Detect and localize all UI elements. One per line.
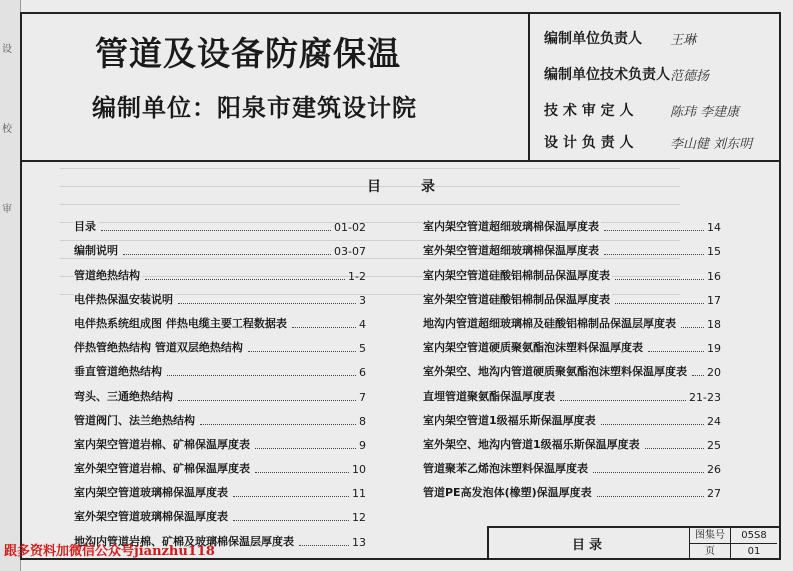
dot-leader (233, 496, 349, 497)
toc-left-column (74, 210, 366, 549)
toc-entry-page: 11 (352, 487, 366, 501)
dot-leader (145, 279, 345, 280)
page-title: 管道及设备防腐保温 (95, 34, 401, 73)
dot-leader (233, 520, 349, 521)
dot-leader (178, 400, 356, 401)
toc-entry-title: 直埋管道聚氨酯保温厚度表 (423, 389, 555, 403)
toc-right-column (423, 210, 721, 500)
toc-entry[interactable] (74, 258, 366, 282)
dot-leader (560, 400, 686, 401)
toc-entry-page: 9 (359, 438, 366, 452)
toc-entry-page: 3 (359, 293, 366, 307)
dot-leader (615, 303, 704, 304)
dot-leader (593, 472, 704, 473)
toc-entry-page: 01-02 (334, 221, 366, 235)
toc-entry-title: 室外架空、地沟内管道1级福乐斯保温厚度表 (423, 437, 640, 451)
toc-entry-title: 室外架空管道超细玻璃棉保温厚度表 (423, 244, 599, 258)
dot-leader (292, 327, 356, 328)
toc-entry-page: 12 (352, 511, 366, 525)
toc-entry-page: 21-23 (689, 390, 721, 404)
toc-entry[interactable] (74, 307, 366, 331)
toc-entry-title: 编制说明 (74, 244, 118, 258)
toc-entry-page: 17 (707, 293, 721, 307)
margin-mark: 设 (2, 44, 12, 55)
toc-entry-page: 18 (707, 317, 721, 331)
toc-entry[interactable] (74, 355, 366, 379)
toc-entry-page: 7 (359, 390, 366, 404)
toc-entry-page: 14 (707, 221, 721, 235)
dot-leader (248, 351, 356, 352)
toc-entry[interactable] (74, 404, 366, 428)
signature-role: 技 术 审 定 人 (544, 103, 634, 119)
dot-leader (255, 448, 356, 449)
page-number: 01 (747, 546, 761, 557)
toc-entry-page: 26 (707, 463, 721, 477)
dot-leader (597, 496, 704, 497)
toc-entry[interactable] (74, 476, 366, 500)
toc-entry-title: 电伴热系统组成图 伴热电缆主要工程数据表 (74, 316, 287, 330)
dot-leader (615, 279, 704, 280)
toc-entry-title: 室内架空管道硬质聚氨酯泡沫塑料保温厚度表 (423, 341, 643, 355)
toc-entry-title: 室内架空管道超细玻璃棉保温厚度表 (423, 220, 599, 234)
toc-entry[interactable] (74, 428, 366, 452)
toc-entry[interactable] (74, 379, 366, 403)
toc-entry[interactable] (423, 379, 721, 403)
organization-line: 编制单位：阳泉市建筑设计院 (92, 94, 417, 122)
toc-entry-page: 6 (359, 366, 366, 380)
toc-entry-page: 8 (359, 414, 366, 428)
toc-entry-page: 27 (707, 487, 721, 501)
toc-entry-page: 24 (707, 414, 721, 428)
toc-entry-title: 地沟内管道岩棉、矿棉及玻璃棉保温层厚度表 (74, 534, 294, 548)
toc-entry-title: 管道聚苯乙烯泡沫塑料保温厚度表 (423, 462, 588, 476)
toc-entry-title: 室内架空管道岩棉、矿棉保温厚度表 (74, 437, 250, 451)
toc-entry-page: 15 (707, 245, 721, 259)
toc-entry-title: 室内架空管道硅酸铝棉制品保温厚度表 (423, 268, 610, 282)
toc-entry-title: 管道绝热结构 (74, 268, 140, 282)
dot-leader (645, 448, 704, 449)
toc-entry-title: 室内架空管道1级福乐斯保温厚度表 (423, 413, 596, 427)
dot-leader (692, 375, 704, 376)
toc-entry[interactable] (74, 283, 366, 307)
dot-leader (101, 230, 331, 231)
toc-entry[interactable] (423, 476, 721, 500)
toc-entry-page: 1-2 (348, 269, 366, 283)
signature-row (530, 20, 782, 56)
toc-entry-title: 管道阀门、法兰绝热结构 (74, 413, 195, 427)
dot-leader (299, 545, 349, 546)
toc-entry-title: 室外架空、地沟内管道硬质聚氨酯泡沫塑料保温厚度表 (423, 365, 687, 379)
toc-entry[interactable] (74, 452, 366, 476)
handwritten-signature: 李山健 刘东明 (670, 137, 753, 152)
dot-leader (648, 351, 704, 352)
dot-leader (681, 327, 704, 328)
toc-entry-page: 4 (359, 317, 366, 331)
toc-entry[interactable] (74, 234, 366, 258)
toc-entry[interactable] (423, 234, 721, 258)
toc-entry-page: 10 (352, 463, 366, 477)
toc-heading: 目录 (367, 179, 475, 195)
page-label: 页 (690, 544, 731, 559)
margin-mark: 校 (2, 124, 12, 135)
signature-block (528, 14, 780, 160)
binding-margin (0, 0, 21, 571)
dot-leader (200, 424, 356, 425)
toc-entry-title: 地沟内管道超细玻璃棉及硅酸铝棉制品保温层厚度表 (423, 316, 676, 330)
toc-entry-page: 25 (707, 438, 721, 452)
toc-entry-title: 室外架空管道玻璃棉保温厚度表 (74, 510, 228, 524)
handwritten-signature: 王琳 (670, 33, 697, 48)
signature-role: 设 计 负 责 人 (544, 135, 634, 151)
toc-entry-page: 16 (707, 269, 721, 283)
dot-leader (604, 230, 704, 231)
dot-leader (601, 424, 704, 425)
signature-row (530, 92, 782, 128)
toc-entry-page: 19 (707, 342, 721, 356)
toc-entry[interactable] (423, 428, 721, 452)
toc-entry[interactable] (423, 210, 721, 234)
signature-role: 编制单位负责人 (544, 31, 642, 47)
title-block (487, 526, 779, 559)
toc-entry-title: 室内架空管道玻璃棉保温厚度表 (74, 486, 228, 500)
toc-entry[interactable] (423, 307, 721, 331)
dot-leader (167, 375, 356, 376)
toc-entry-title: 弯头、三通绝热结构 (74, 389, 173, 403)
toc-entry-page: 20 (707, 366, 721, 380)
toc-entry[interactable] (423, 404, 721, 428)
dot-leader (255, 472, 349, 473)
toc-entry[interactable] (74, 331, 366, 355)
margin-mark: 审 (2, 204, 12, 215)
toc-entry-title: 管道PE高发泡体(橡塑)保温厚度表 (423, 486, 592, 500)
toc-entry-page: 03-07 (334, 245, 366, 259)
toc-entry[interactable] (423, 355, 721, 379)
toc-entry-title: 目录 (74, 220, 96, 234)
toc-entry[interactable] (423, 258, 721, 282)
atlas-number-label: 图集号 (690, 528, 731, 544)
toc-entry[interactable] (74, 210, 366, 234)
signature-row (530, 56, 782, 92)
header-divider (22, 160, 779, 162)
toc-entry-page: 13 (352, 535, 366, 549)
dot-leader (178, 303, 356, 304)
toc-entry[interactable] (423, 452, 721, 476)
toc-entry-title: 电伴热保温安装说明 (74, 292, 173, 306)
handwritten-signature: 范德扬 (670, 69, 710, 84)
handwritten-signature: 陈玮 李建康 (670, 105, 740, 120)
toc-entry-page: 5 (359, 342, 366, 356)
toc-entry-title: 室外架空管道岩棉、矿棉保温厚度表 (74, 462, 250, 476)
signature-row (530, 124, 782, 160)
watermark-text: 跟多资料加微信公众号jianzhu118 (4, 544, 215, 559)
signature-role: 编制单位技术负责人 (544, 67, 670, 83)
title-block-name: 目录 (489, 528, 690, 559)
atlas-number: 05S8 (731, 528, 777, 544)
toc-entry-title: 垂直管道绝热结构 (74, 365, 162, 379)
toc-entry-title: 室外架空管道硅酸铝棉制品保温厚度表 (423, 292, 610, 306)
toc-entry[interactable] (74, 500, 366, 524)
dot-leader (123, 254, 331, 255)
toc-entry[interactable] (423, 283, 721, 307)
dot-leader (604, 254, 704, 255)
toc-entry[interactable] (423, 331, 721, 355)
toc-entry-title: 伴热管绝热结构 管道双层绝热结构 (74, 341, 243, 355)
